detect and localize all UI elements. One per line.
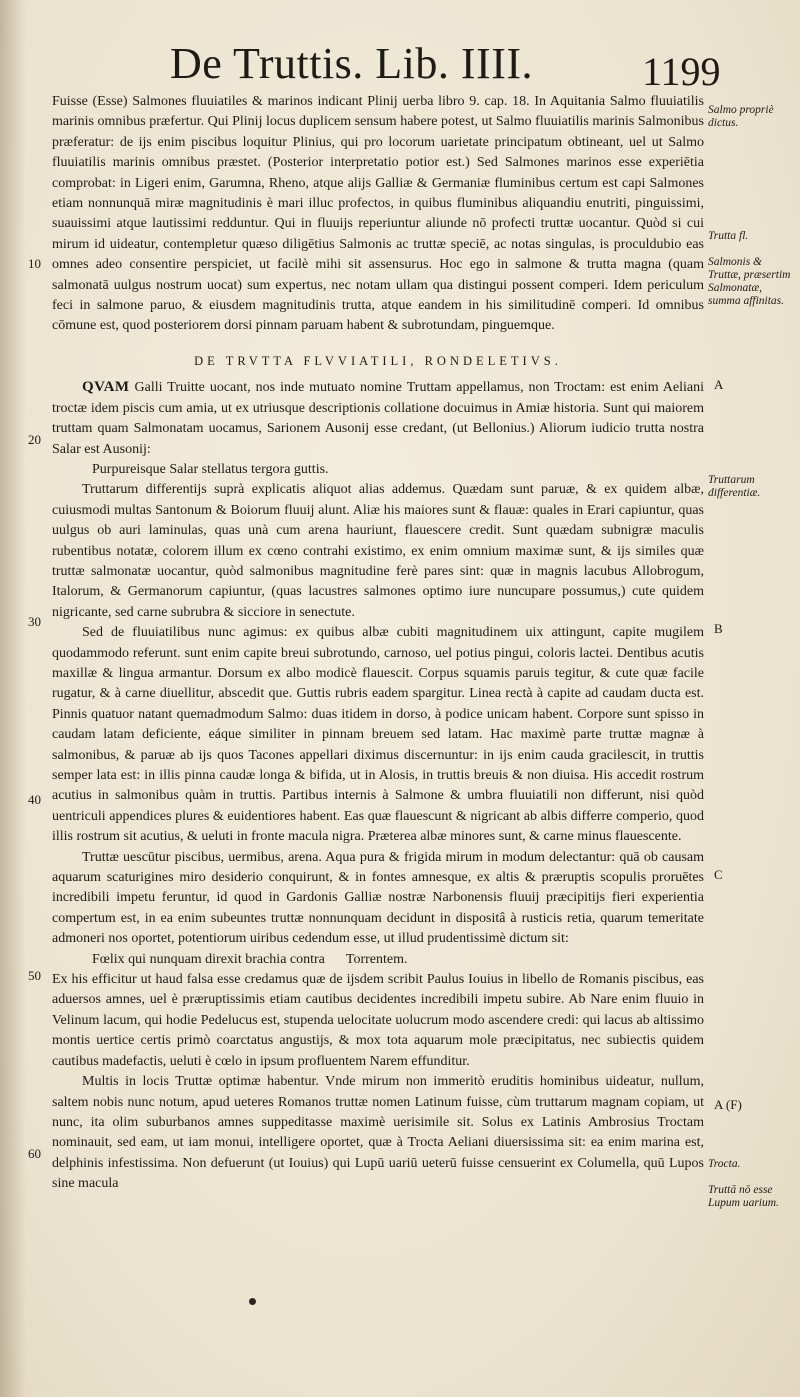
line-number-30: 30: [28, 614, 41, 629]
note-trutta-fl: Trutta fl.: [708, 230, 749, 242]
section-letter-a: A: [714, 377, 724, 392]
note-salmo-proprie: Salmo propriè dictus.: [708, 104, 774, 129]
paragraph-salmones: Fuisse (Esse) Salmones fluuiatiles & marinos indicant Plinij uerba libro 9. cap. 18. In Aquitania Salmo fluuiatilis marinis omnibus præfertur. Qui Plinij locus duplicem sensum habere potest, ut Salmo fluuiatilis marinis Salmonibus præferatur: de ijs enim piscibus loquitur Plinius, qui pro locorum uarietate principatum obtineant, uel ut Salmo fluuiatilis marinis omnibus præstet. (Posterior interpretatio potior est.) Sed Salmones marinos esse experiētia comprobat: in Ligeri enim, Garumna, Rheno, atque alijs Galliæ & Germaniæ fluminibus certum est capi Salmones etiam nonnunquā miræ magnitudinis è mari illuc profectos, in quibus fluminibus aliquandiu enutriti, pinguissimi, suauissimi atque lautissimi redduntur. Qui in fluuijs reperiuntur aliunde nō profecti truttæ uocantur. Quòd si cui mirum id uideatur, contempletur quæso diligētius Salmonis ac truttæ speciē, ac notas singulas, is proculdubio eas omnes adeo consentire perspiciet, ut facilè mihi sit assensurus. Hoc ego in salmone & trutta magna (quam salmonatā uulgus nostrum uocat) sum expertus, nec notam ullam qua distingui possent comperi. Idem periculum feci in salmone paruo, & eiusdem magnitudinis trutta, atque eandem in his similitudinē comperi. Id omnibus cōmune est, quod posteriorem dorsi pinnam paruam habent & subrotundam, pinguemque.: [52, 94, 704, 334]
paragraph-nomen: Multis in locis Truttæ optimæ habentur. Vnde mirum non immeritò eruditis hominibus uideatur, nullum, saltem nobis nunc notum, apud ueteres Romanos truttæ nomen Latinum fuisse, cùm truttarum magnam copiam, ut nunc, ita olim suburbanos amnes suppeditasse maximè uerisimile sit. Solus ex Latinis Ambrosius Troctam nominauit, sed eam, ut iam monui, intelligere oportet, quæ à Trocta Aeliani diuersissima sit: ea enim marina est, delphinis infestissima. Non defuerunt (ut Iouius) qui Lupū uariū ueterū fuisse censuerint ex Columella, quū Lupos sine macula: [52, 1074, 704, 1192]
paragraph-iouius: Ex his efficitur ut haud falsa esse credamus quæ de ijsdem scribit Paulus Iouius in libello de Romanis piscibus, eas aduersos amnes, uel è præruptissimis etiam cautibus decidentes incredibili impetu subire. Ab Nare enim fluuio in Velinum lacum, qui hodie Pedelucus est, stupenda uelocitate uolucrum modo ascendere credi: qui lacus ab altissimo montis uertice certis primò coarctatus angustijs, & mox tota aquarum mole præcipitatus, nec subiectis quidem cautibus madefactis, ueluti è cœlo in ipsum profluentem Narem effunditur.: [52, 972, 704, 1069]
line-number-60: 60: [28, 1146, 41, 1161]
running-title: De Truttis. Lib. IIII.: [170, 39, 533, 88]
section-letter-a-f: A (F): [714, 1097, 742, 1112]
main-text: [52, 92, 704, 1195]
section-letter-c: C: [714, 867, 723, 882]
verse-foelix-end: Torrentem.: [345, 951, 408, 967]
verse-foelix-line: Fœlix qui nunquam direxit brachia contra: [92, 951, 325, 967]
paragraph-truitte: [52, 377, 704, 460]
paragraph-opening-word: QVAM: [82, 379, 130, 396]
note-lupus-uarius: Truttā nō esse Lupum uarium.: [708, 1184, 779, 1209]
gutter-shadow: [0, 0, 26, 1397]
marginal-notes: [708, 92, 796, 1292]
paragraph-truitte-text: Galli Truitte uocant, nos inde mutuato nomine Truttam appellamus, non Troctam: est enim Aeliani troctæ idem piscis cum amia, ut ex utriusque descriptionis collatione docuimus in Amiæ historia. Sunt qui maiorem truttam quam Salmonatam uocamus, Sarionem Ausonij esse credant, (ut Bellonius.) Aliorum iudicio trutta nostra Salar est Ausonij:: [52, 380, 705, 457]
page-header: [170, 36, 730, 96]
line-number-50: 50: [28, 968, 41, 983]
note-trocta: Trocta.: [708, 1158, 741, 1170]
verse-ausonius: Purpureisque Salar stellatus tergora guttis.: [92, 461, 329, 477]
section-heading: DE TRVTTA FLVVIATILI, RONDELETIVS.: [194, 353, 562, 368]
verse-foelix: [52, 950, 704, 970]
paragraph-uictus: Truttæ uescūtur piscibus, uermibus, arena. Aqua pura & frigida mirum in modum delectantur: quā ob causam aquarum scaturigines miro desiderio conquirunt, & in fontes amnesque, ex altis & præruptis scopulis proruētes incredibili impetu feruntur, id quod in Gardonis Galliæ nostræ Narbonensis fluuij præcipitijs fieri experientia compertum est, in ea enim subeuntes truttæ nonnunquam decidunt in dispositâ à rusticis retia, quarum temeritate admoneri nos oportet, potentiorum uiribus cedendum esse, ut illud prudentissimè dictum sit:: [52, 849, 704, 947]
line-number-margin: [28, 0, 52, 1397]
line-number-20: 20: [28, 432, 41, 447]
paragraph-fluuiatiles: Sed de fluuiatilibus nunc agimus: ex quibus albæ cubiti magnitudinem uix attingunt, capite mugilem quodammodo referunt. sunt enim capite breui subrotundo, carnoso, uel potius pingui, coloris lactei. Dentibus acutis maxillæ & lingua armantur. Dorsum ex albo modicè flauescit. Corpus squamis paruis tegitur, & cute quæ facile rugatur, & à carne diuellitur, abscedit que. Guttis rubris eadem spargitur. Linea rectà à capite ad caudam ducta est. Pinnis quatuor natant quemadmodum Salmo: duas itidem in dorso, à podice unicam habent. Corpore sunt spisso in caudam latam deficiente, eáque similiter in pinnam breuem sed latam. Hac maximè parte truttæ magnæ à salmonibus, & paruæ ab ijs quos Tacones appellari diximus discernuntur: in ijs enim cauda gracilescit, in truttis semper lata est: in illis pinna caudæ longa & bifida, ut in Alosis, in truttis breuis & non diuisa. His accedit rostrum acutius in salmonibus quàm in truttis. Partibus internis à Salmone & umbra fluuiatili non differunt, nisi quòd uentriculi appendices plures & euidentiores habent. Eas quæ flauescunt & nigricant ab albis differre comperio, quod illis rostrum sit acutius, & ueluti in fronte macula nigra. Præterea albæ minores sunt, & carne minus flauescente.: [52, 625, 704, 845]
paragraph-differentiae: Truttarum differentijs suprà explicatis aliquot alias addemus. Quædam sunt paruæ, & ex quidem albæ, cuiusmodi multas Santonum & Boiorum fluuij alunt. Aliæ his maiores sunt & flauæ: quales in Erari capiuntur, quas uulgus ob auri laminulas, quas unà cum arena hauriunt, flauescere credit. Sunt quædam subnigræ maculis rubentibus notatæ, colorem illum ex cœno contrahi existimo, ex enim omnium maximæ sunt, & ijs similes quæ truttæ salmonatæ uocantur, quòd salmonibus magnitudine ferè pares sint: quæ in magnis lacubus Allobrogum, Italorum, & Germanorum capiuntur, (quas lacustres salmones optimo iure nuncupare possumus,) cute quidem nigricante, sed carne subrubra & sicciore in senectute.: [52, 482, 704, 620]
line-number-10: 10: [28, 256, 41, 271]
ink-dot: [249, 1298, 256, 1305]
note-affinitas: Salmonis & Truttæ, præsertim Salmonatæ, summa affinitas.: [708, 256, 791, 307]
line-number-40: 40: [28, 792, 41, 807]
note-differentiae: Truttarum differentiæ.: [708, 474, 761, 499]
page-number: 1199: [642, 49, 721, 94]
section-letter-b: B: [714, 621, 723, 636]
